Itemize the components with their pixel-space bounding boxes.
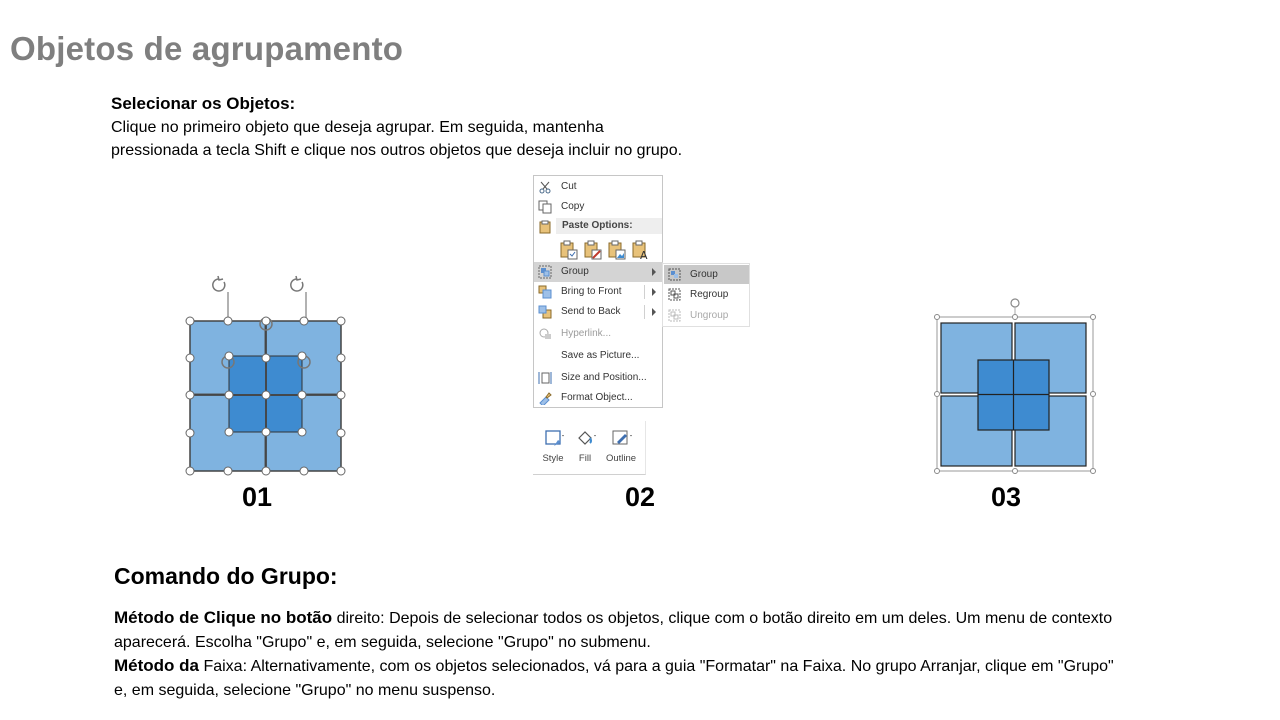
select-heading: Selecionar os Objetos: — [111, 94, 296, 113]
ribbon-method-title: Método da — [114, 656, 199, 675]
group-submenu — [662, 263, 750, 327]
menu-label: Format Object... — [561, 392, 633, 403]
menu-label: Group — [561, 266, 589, 277]
ribbon-outline-button[interactable] — [605, 429, 637, 471]
group-icon — [538, 265, 552, 279]
figure-01-separate-selection — [180, 272, 352, 480]
menu-label: Copy — [561, 201, 585, 212]
copy-icon — [538, 200, 552, 214]
group-icon — [668, 268, 681, 281]
regroup-icon — [668, 288, 681, 301]
menu-label: Save as Picture... — [561, 350, 640, 361]
format-ribbon-group — [533, 421, 646, 475]
paste-use-destination-icon[interactable] — [584, 240, 602, 260]
submenu-label: Ungroup — [690, 310, 729, 321]
submenu-item-regroup[interactable] — [664, 285, 749, 304]
menu-item-bring-to-front[interactable] — [534, 282, 663, 302]
context-menu — [533, 175, 663, 408]
menu-label: Hyperlink... — [561, 328, 612, 339]
ribbon-label: Style — [542, 453, 564, 464]
submenu-label: Group — [690, 269, 718, 280]
figure-label-03: 03 — [991, 482, 1022, 512]
paint-bucket-icon — [575, 429, 597, 449]
size-position-icon — [538, 371, 552, 385]
submenu-item-group[interactable] — [664, 265, 749, 284]
submenu-arrow-icon — [652, 288, 656, 296]
menu-item-save-as-picture[interactable] — [534, 346, 663, 366]
menu-label: Cut — [561, 181, 577, 192]
menu-item-group[interactable] — [534, 262, 663, 282]
send-to-back-icon — [538, 305, 552, 319]
ribbon-fill-button[interactable] — [569, 429, 601, 471]
paste-text-only-icon[interactable] — [632, 240, 650, 260]
right-click-method-text: direito: Depois de selecionar todos os objetos, clique com o botão direito em um deles. Um menu de contexto aparecerá. Escolha "Grupo" e, em seguida, selecione "Grupo" no submenu. — [114, 610, 1113, 651]
ribbon-label: Fill — [578, 453, 592, 464]
ribbon-method-paragraph — [114, 654, 1114, 702]
clipboard-icon — [538, 220, 552, 234]
menu-item-send-to-back[interactable] — [534, 302, 663, 322]
shape-style-icon — [543, 429, 565, 449]
ribbon-label: Outline — [605, 453, 637, 464]
figure-label-01: 01 — [242, 482, 273, 512]
submenu-arrow-icon — [652, 308, 656, 316]
pen-outline-icon — [611, 429, 633, 449]
right-click-method-paragraph — [114, 606, 1114, 654]
rotation-handle-icon[interactable] — [291, 276, 306, 321]
menu-item-copy[interactable] — [534, 197, 663, 217]
bring-to-front-icon — [538, 285, 552, 299]
menu-item-format-object[interactable] — [534, 388, 663, 408]
hyperlink-icon — [538, 327, 552, 341]
select-instruction-line-2: pressionada a tecla Shift e clique nos outros objetos que deseja incluir no grupo. — [111, 142, 683, 159]
ribbon-method-text: Faixa: Alternativamente, com os objetos selecionados, vá para a guia "Formatar" na Faixa. No grupo Arranjar, clique em "Grupo" e, em seguida, selecione "Grupo" no menu suspenso. — [114, 658, 1114, 699]
figure-label-02: 02 — [625, 482, 656, 512]
command-heading: Comando do Grupo: — [114, 563, 338, 589]
ungroup-icon — [668, 309, 681, 322]
submenu-item-ungroup — [664, 306, 749, 325]
submenu-label: Regroup — [690, 289, 729, 300]
slide-title: Objetos de agrupamento — [10, 30, 404, 67]
scissors-icon — [538, 180, 552, 194]
ribbon-style-button[interactable] — [537, 429, 569, 471]
rotation-handle-icon[interactable] — [213, 276, 228, 321]
paste-picture-icon[interactable] — [608, 240, 626, 260]
right-click-method-title: Método de Clique no botão — [114, 608, 333, 627]
menu-label: Send to Back — [561, 306, 621, 317]
paste-options-label: Paste Options: — [562, 220, 633, 231]
paste-options-header — [556, 218, 662, 234]
format-object-icon — [538, 391, 552, 405]
menu-item-cut[interactable] — [534, 177, 663, 197]
paste-keep-source-icon[interactable] — [560, 240, 578, 260]
menu-label: Bring to Front — [561, 286, 622, 297]
submenu-arrow-icon — [652, 268, 656, 276]
menu-item-size-and-position[interactable] — [534, 368, 663, 388]
figure-03-grouped-object — [928, 295, 1103, 480]
select-instruction-line-1: Clique no primeiro objeto que deseja agrupar. Em seguida, mantenha — [111, 119, 604, 136]
menu-item-hyperlink — [534, 324, 663, 344]
svg-text:A: A — [640, 249, 648, 260]
menu-label: Size and Position... — [561, 372, 647, 383]
